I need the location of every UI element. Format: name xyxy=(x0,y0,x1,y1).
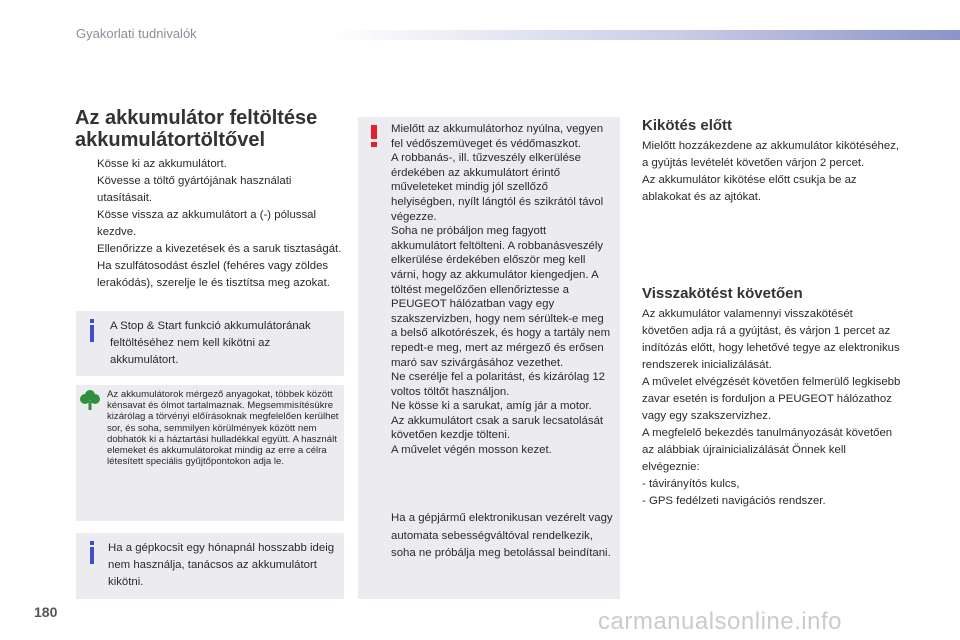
section-text-before-disconnect: Mielőtt hozzákezdene az akkumulátor kikötéséhez, a gyújtás levételét követően várjon 2 percet. Az akkumulátor kikötése előtt csukja be az ablakokat és az ajtókat. xyxy=(642,140,900,203)
warning-text: Mielőtt az akkumulátorhoz nyúlna, vegyen fel védőszemüveget és védőmaszkot. A robbanás-, ill. tűzveszély elkerülése érdekében az akkumulátort érintő műveleteket mindig jól szellőző helyiségben, nyílt lángtól és szikrától távol végezze. Soha ne próbáljon meg fagyott akkumulátort feltölteni. A robbanásveszély elkerülése érdekében először meg kell várni, hogy az akkumulátor kiengedjen. A töltést megelőzően ellenőriztesse a PEUGEOT hálózatban vagy egy szakszervizben, hogy nem sérültek-e meg a belső alkotórészek, és hogy a tartály nem repedt-e meg, mert az mérgező és erősen maró sav szivárgásához vezethet. Ne cserélje fel a polaritást, és kizárólag 12 voltos töltőt használjon. Ne kösse ki a sarukat, amíg jár a motor. Az akkumulátort csak a saruk lecsatolását követően kezdje tölteni. A művelet végén mosson kezet. xyxy=(391,123,611,457)
watermark: carmanualsonline.info xyxy=(598,608,842,635)
eco-note-text: Az akkumulátorok mérgező anyagokat, többek között kénsavat és ólmot tartalmaznak. Megsemmisítésükre kizárólag a törvényi előírásoknak megfelelően kerülhet sor, és soha, semmilyen körülmények között nem dobhatók ki a háztartási hulladékkal együtt. A használt elemeket és akkumulátorokat mindig az erre a célra létesített speciális gyűjtőpontokon adja le. xyxy=(107,389,339,468)
list-item xyxy=(76,241,346,292)
info-icon xyxy=(90,547,94,564)
list-item xyxy=(76,173,346,207)
tree-icon xyxy=(80,389,100,411)
list-item xyxy=(76,207,346,241)
info-icon xyxy=(90,325,94,342)
list-item-text: Kövesse a töltő gyártójának használati utasításait. xyxy=(97,175,292,204)
page-number: 180 xyxy=(34,604,58,620)
section-heading-before-disconnect: Kikötés előtt xyxy=(642,117,733,134)
section-heading-after-reconnect: Visszakötést követően xyxy=(642,285,803,302)
info-note-text: A Stop & Start funkció akkumulátorának feltöltéséhez nem kell kikötni az akkumulátort. xyxy=(110,320,311,366)
info-note-text: Ha a gépkocsit egy hónapnál hosszabb ideig nem használja, tanácsos az akkumulátort kikötni. xyxy=(108,542,335,588)
list-item-text: Kösse ki az akkumulátort. xyxy=(97,158,227,170)
warning-icon xyxy=(370,125,378,147)
bullet-list xyxy=(76,156,346,292)
list-item-text: Kösse vissza az akkumulátort a (-) pólussal kezdve. xyxy=(97,209,317,238)
page-title: Az akkumulátor feltöltése akkumulátortöltővel xyxy=(75,107,318,151)
warning-text-secondary: Ha a gépjármű elektronikusan vezérelt vagy automata sebességváltóval rendelkezik, soha ne próbálja meg betolással beindítani. xyxy=(391,512,613,559)
list-item xyxy=(76,156,346,173)
list-item-text: Ellenőrizze a kivezetések és a saruk tisztaságát. Ha szulfátosodást észlel (fehéres vagy zöldes lerakódás), szerelje le és tisztítsa meg azokat. xyxy=(97,243,342,289)
section-title: Gyakorlati tudnivalók xyxy=(76,26,197,41)
section-text-after-reconnect: Az akkumulátor valamennyi visszakötését követően adja rá a gyújtást, és várjon 1 percet az indítózás előtt, hogy lehetővé tegye az elektronikus rendszerek inicializálását. A művelet elvégzését követően felmerülő legkisebb zavar esetén is forduljon a PEUGEOT hálózathoz vagy egy szakszervizhez. A megfelelő bekezdés tanulmányozását követően az alábbiak újrainicializálását Önnek kell elvégeznie: - távirányítós kulcs, - GPS fedélzeti navigációs rendszer. xyxy=(642,308,901,507)
header-bar xyxy=(330,30,960,40)
